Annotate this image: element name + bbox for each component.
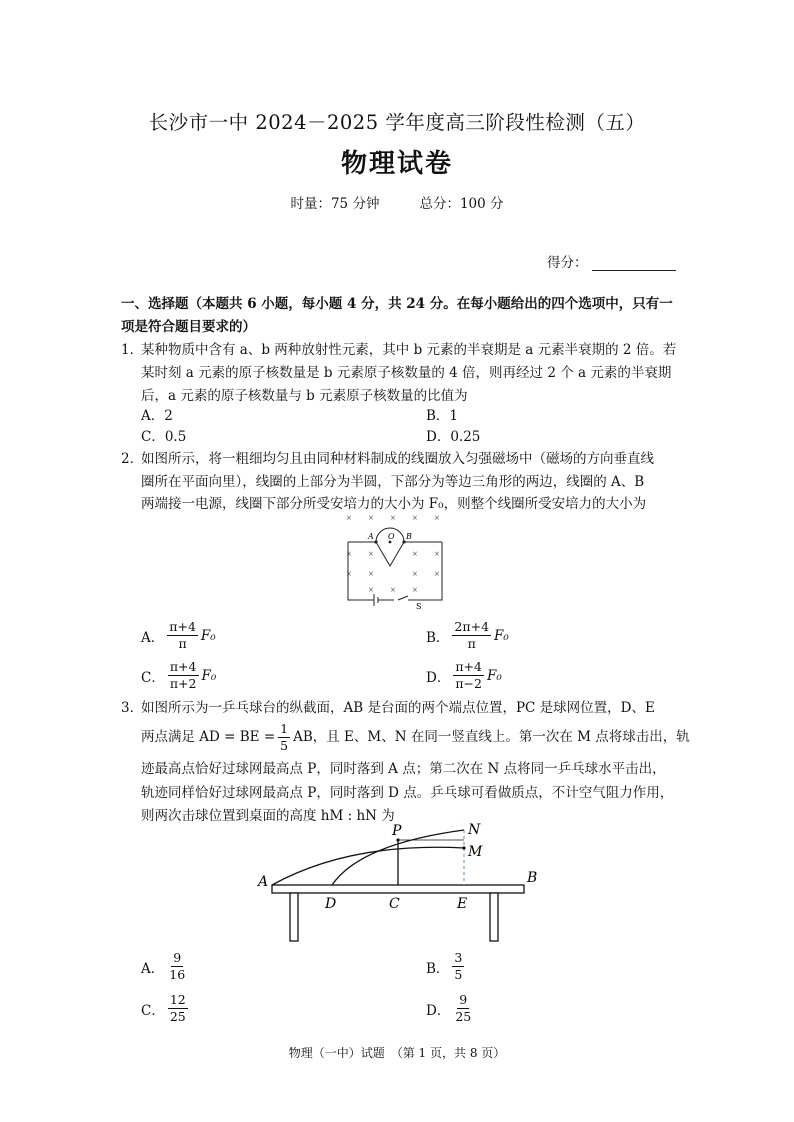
switch-icon (378, 596, 416, 600)
q1-option-a: A．2 (141, 408, 173, 424)
score-field (547, 251, 676, 271)
svg-text:×: × (412, 550, 418, 558)
label-e: E (457, 896, 468, 912)
q2-line1: 如图所示，将一粗细均匀且由同种材料制成的线圈放入匀强磁场中（磁场的方向垂直线 (141, 451, 654, 467)
q1-option-d: D．0.25 (426, 429, 481, 445)
label-a: A (368, 532, 374, 541)
trajectory-m-to-a (272, 847, 464, 885)
q3-option-d: D． $\frac{9}{25}$ (426, 992, 472, 1024)
score-label: 得分： (547, 255, 588, 271)
table-leg-left (290, 893, 298, 941)
svg-text:×: × (368, 514, 374, 522)
svg-text:×: × (390, 514, 396, 522)
q2-option-b: B． $\frac{2\pi+4}{\pi}$ F₀ (426, 619, 509, 651)
q3-line3: 迹最高点恰好过球网最高点 P，同时落到 A 点；第二次在 N 点将同一乒乓球水平击出， (141, 761, 666, 777)
svg-text:×: × (346, 570, 352, 578)
q1-number: 1． (121, 342, 144, 358)
svg-text:×: × (412, 586, 418, 594)
section-heading-line1: 一、选择题（本题共 6 小题，每小题 4 分，共 24 分。在每小题给出的四个选项中，只有一 (121, 296, 673, 312)
svg-text:×: × (368, 550, 374, 558)
coil-triangle (376, 542, 404, 566)
exam-subject-title: 物理试卷 (340, 149, 453, 179)
label-o: O (388, 532, 395, 541)
time-label: 时量：75 分钟 (290, 196, 380, 212)
q3-line5: 则两次击球位置到桌面的高度 hM : hN 为 (141, 808, 395, 824)
q3-number: 3． (121, 700, 144, 716)
q3-table-figure (250, 820, 550, 950)
q3-option-c: C． $\frac{12}{25}$ (141, 992, 186, 1024)
exam-school-title: 长沙市一中 2024－2025 学年度高三阶段性检测（五） (148, 111, 646, 134)
label-p: P (392, 823, 402, 839)
q1-line1: 某种物质中含有 a、b 两种放射性元素，其中 b 元素的半衰期是 a 元素半衰期的 2 倍。若 (141, 342, 677, 358)
q2-coil-figure (338, 510, 458, 612)
q1-option-b: B．1 (426, 408, 459, 424)
svg-text:×: × (368, 586, 374, 594)
score-blank (592, 256, 676, 271)
q3-line2: 两点满足 AD = BE = $\frac{1}{5}$ AB，且 E、M、N 在同一竖直线上。第一次在 M 点将球击出，轨 (141, 721, 690, 753)
label-n: N (468, 822, 481, 838)
q2-option-c: C． $\frac{\pi+4}{\pi+2}$ F₀ (141, 659, 217, 691)
magnetic-field-crosses (346, 514, 440, 594)
section-heading-line2: 项是符合题目要求的） (121, 319, 256, 335)
label-b: B (406, 532, 412, 541)
q2-option-a: A． $\frac{\pi+4}{\pi}$ F₀ (141, 619, 216, 651)
q1-line2: 某时刻 a 元素的原子核数量是 b 元素原子核数量的 4 倍，则再经过 2 个 a 元素的半衰期 (141, 365, 672, 381)
table-leg-right (490, 893, 498, 941)
svg-text:×: × (412, 570, 418, 578)
q3-option-b: B． $\frac{3}{5}$ (426, 950, 463, 982)
q3-option-a: A． $\frac{9}{16}$ (141, 950, 186, 982)
q2-line2: 圈所在平面向里），线圈的上部分为半圆，下部分为等边三角形的两边，线圈的 A、B (141, 474, 645, 490)
svg-text:×: × (368, 570, 374, 578)
svg-text:×: × (390, 586, 396, 594)
svg-text:×: × (346, 550, 352, 558)
svg-text:×: × (434, 514, 440, 522)
label-a: A (258, 874, 269, 890)
q2-option-d: D． $\frac{\pi+4}{\pi-2}$ F₀ (426, 659, 502, 691)
total-score-label: 总分：100 分 (419, 196, 504, 212)
q3-line1: 如图所示为一乒乓球台的纵截面，AB 是台面的两个端点位置，PC 是球网位置，D、E (141, 700, 655, 716)
page-footer: 物理（一中）试题 （第 1 页，共 8 页） (288, 1046, 506, 1060)
svg-text:×: × (412, 514, 418, 522)
exam-time-total (0, 192, 794, 212)
label-b: B (527, 870, 538, 886)
table-top (272, 885, 524, 893)
label-d: D (325, 896, 337, 912)
battery-icon (374, 594, 378, 606)
q3-line4: 轨迹同样恰好过球网最高点 P，同时落到 D 点。乒乓球可看做质点，不计空气阻力作用， (141, 785, 674, 801)
label-s: S (416, 602, 422, 611)
label-m: M (468, 844, 483, 860)
svg-text:×: × (434, 570, 440, 578)
label-c: C (389, 896, 400, 912)
q1-line3: 后，a 元素的原子核数量与 b 元素原子核数量的比值为 (141, 388, 468, 404)
svg-text:×: × (346, 514, 352, 522)
q2-number: 2． (121, 451, 144, 467)
svg-text:×: × (434, 550, 440, 558)
q1-option-c: C．0.5 (141, 429, 187, 445)
q2-line3: 两端接一电源，线圈下部分所受安培力的大小为 F₀，则整个线圈所受安培力的大小为 (141, 496, 647, 512)
